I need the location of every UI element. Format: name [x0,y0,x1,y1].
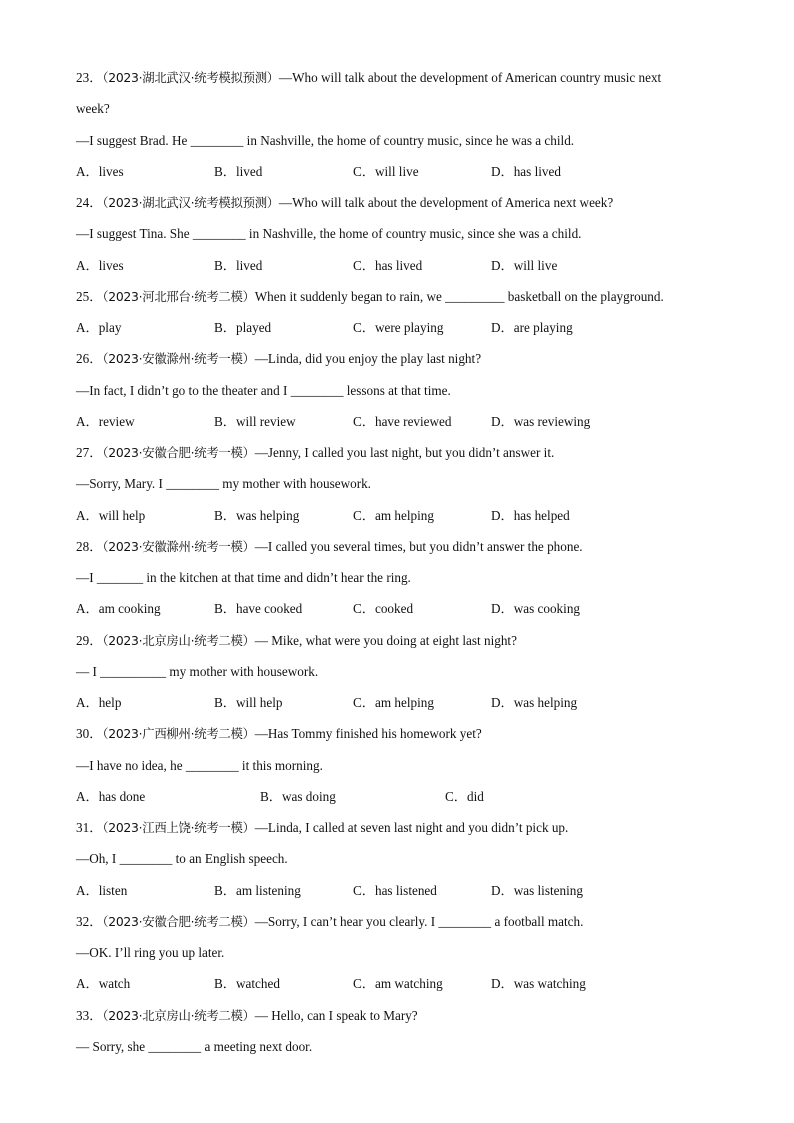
question-number: 29． [76,632,103,648]
question-25 [76,281,726,344]
question-32 [76,906,726,1000]
option-d[interactable]: D．was listening [491,882,583,898]
question-stem [76,187,726,218]
question-29 [76,625,726,719]
option-c[interactable]: C．has listened [353,882,437,898]
option-a[interactable]: A．help [76,695,122,710]
question-text: —Who will talk about the development of American country music next [278,70,662,85]
option-c[interactable]: C．has lived [353,257,423,273]
answer-options [76,968,726,999]
question-text: — Hello, can I speak to Mary? [254,1007,418,1023]
answer-options [76,250,726,281]
question-text: —I have no idea, he ________ it this morning. [76,757,323,773]
option-a[interactable]: A．will help [76,507,146,523]
answer-options [76,500,726,531]
question-text: —I called you several times, but you didn’t answer the phone. [254,538,583,554]
option-b[interactable]: B．lived [214,163,263,179]
question-source: （2023·广西柳州·统考二模） [102,726,255,742]
option-d[interactable]: D．was reviewing [491,413,591,429]
question-text: —Linda, did you enjoy the play last night? [254,351,482,367]
option-a[interactable]: A．lives [76,163,124,179]
option-d[interactable]: D．was cooking [491,601,581,617]
question-24 [76,187,726,281]
question-stem [76,281,726,312]
question-text: —Has Tommy finished his homework yet? [254,726,482,742]
option-b[interactable]: B．was doing [260,788,336,804]
option-c[interactable]: C．am helping [353,507,434,523]
question-text: —I _______ in the kitchen at that time and didn’t hear the ring. [76,570,411,585]
option-b[interactable]: B．will help [214,695,283,710]
option-c[interactable]: C．have reviewed [353,413,452,429]
question-source: （2023·安徽滁州·统考一模） [102,538,255,554]
question-28 [76,531,726,625]
question-33 [76,1000,726,1063]
question-source: （2023·湖北武汉·统考模拟预测） [102,195,279,210]
option-d[interactable]: D．has lived [491,163,561,179]
question-text: —Who will talk about the development of America next week? [278,195,614,210]
option-a[interactable]: A．play [76,320,122,335]
option-d[interactable]: D．are playing [491,320,573,335]
option-b[interactable]: B．watched [214,976,280,992]
question-30 [76,718,726,812]
question-number: 31． [76,820,103,835]
option-c[interactable]: C．am helping [353,695,434,710]
question-list [76,62,726,1062]
option-d[interactable]: D．will live [491,257,558,273]
option-a[interactable]: A．has done [76,788,146,804]
question-stem [76,718,726,749]
option-c[interactable]: C．cooked [353,601,414,617]
option-b[interactable]: B．will review [214,413,296,429]
question-31 [76,812,726,906]
option-a[interactable]: A．review [76,413,135,429]
question-number: 32． [76,913,103,929]
option-a[interactable]: A．watch [76,976,131,992]
option-a[interactable]: A．listen [76,882,128,898]
question-source: （2023·北京房山·统考二模） [102,1007,255,1023]
question-26 [76,343,726,437]
question-text: —Sorry, Mary. I ________ my mother with housework. [76,476,371,492]
question-number: 24． [76,195,103,210]
option-b[interactable]: B．have cooked [214,601,303,617]
answer-options [76,875,726,906]
question-text: —Oh, I ________ to an English speech. [76,851,288,867]
question-source: （2023·江西上饶·统考一模） [102,820,255,835]
question-text: —OK. I’ll ring you up later. [76,945,225,960]
option-b[interactable]: B．lived [214,257,263,273]
question-text: week? [76,101,110,117]
answer-options [76,312,726,343]
question-stem [76,906,726,937]
question-text: —Linda, I called at seven last night and you didn’t pick up. [254,820,569,835]
question-stem [76,343,726,374]
answer-options [76,687,726,718]
question-text: — Sorry, she ________ a meeting next door. [76,1038,313,1054]
question-number: 25． [76,288,103,304]
question-stem [76,625,726,656]
option-c[interactable]: C．were playing [353,320,444,335]
question-text: —In fact, I didn’t go to the theater and I ________ lessons at that time. [76,382,451,398]
option-d[interactable]: D．was helping [491,695,578,710]
question-source: （2023·北京房山·统考二模） [102,632,255,648]
answer-options [76,593,726,624]
question-source: （2023·安徽合肥·统考一模） [102,445,255,460]
question-stem [76,437,726,468]
question-source: （2023·安徽滁州·统考一模） [102,351,255,367]
question-text: — Mike, what were you doing at eight last night? [254,632,517,648]
question-number: 33． [76,1007,103,1023]
option-b[interactable]: B．am listening [214,882,301,898]
option-c[interactable]: C．am watching [353,976,443,992]
question-stem [76,812,726,843]
question-number: 26． [76,351,103,367]
answer-options [76,406,726,437]
option-c[interactable]: C．did [445,788,484,804]
question-source: （2023·安徽合肥·统考二模） [102,913,255,929]
question-number: 23． [76,70,103,85]
option-b[interactable]: B．played [214,320,272,335]
question-number: 28． [76,538,103,554]
question-source: （2023·湖北武汉·统考模拟预测） [102,70,279,85]
question-stem [76,1000,726,1031]
question-source: （2023·河北邢台·统考二模） [102,288,255,304]
option-c[interactable]: C．will live [353,163,419,179]
question-number: 30． [76,726,103,742]
option-d[interactable]: D．has helped [491,507,570,523]
question-number: 27． [76,445,103,460]
question-stem [76,531,726,562]
option-d[interactable]: D．was watching [491,976,586,992]
question-27 [76,437,726,531]
answer-options [76,781,726,812]
option-a[interactable]: A．am cooking [76,601,161,617]
question-23 [76,62,726,187]
answer-options [76,156,726,187]
question-text: — I __________ my mother with housework. [76,663,319,679]
question-text: —Jenny, I called you last night, but you didn’t answer it. [254,445,555,460]
option-b[interactable]: B．was helping [214,507,300,523]
question-stem [76,62,726,93]
question-text: —I suggest Brad. He ________ in Nashville, the home of country music, since he was a child. [76,132,575,148]
question-text: —Sorry, I can’t hear you clearly. I ________ a football match. [254,913,584,929]
option-a[interactable]: A．lives [76,257,124,273]
question-text: When it suddenly began to rain, we _________ basketball on the playground. [254,288,664,304]
question-text: —I suggest Tina. She ________ in Nashville, the home of country music, since she was a child. [76,226,582,242]
